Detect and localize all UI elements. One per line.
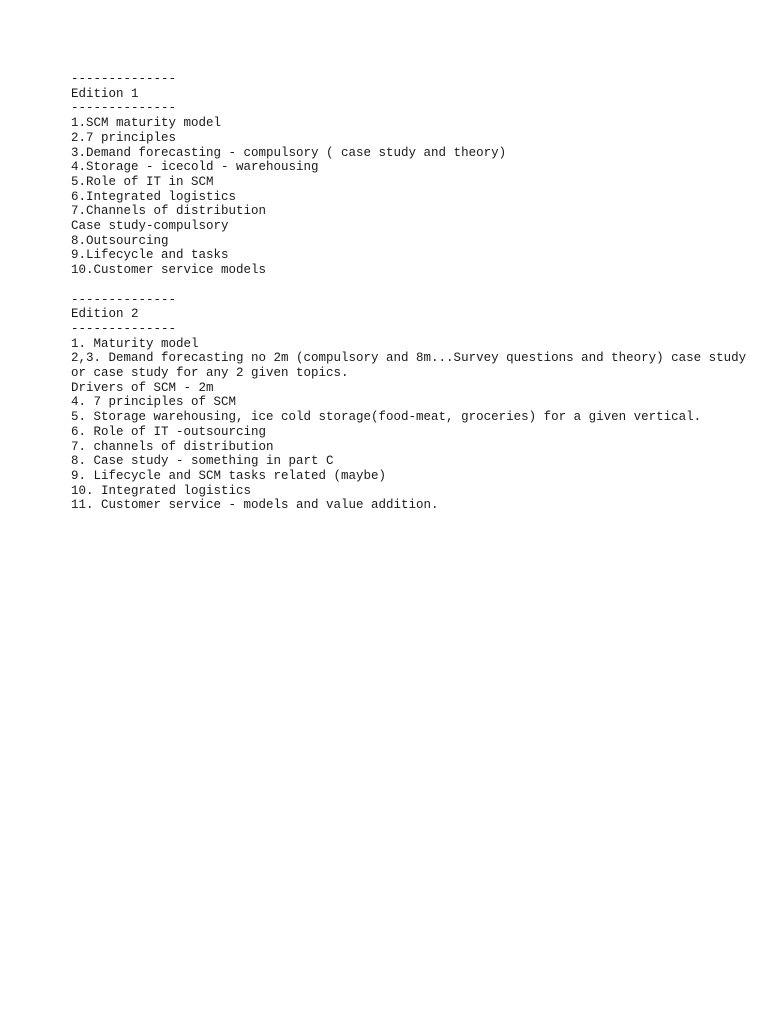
- separator-line: --------------: [71, 101, 177, 116]
- separator-line: --------------: [71, 321, 177, 336]
- list-item: 4. 7 principles of SCM: [71, 395, 237, 410]
- edition-1-section: [71, 72, 751, 278]
- edition-title: Edition 2: [71, 307, 139, 322]
- list-item: 7. channels of distribution: [71, 439, 274, 454]
- separator-line: --------------: [71, 292, 177, 307]
- list-item: 10.Customer service models: [71, 263, 267, 278]
- list-item: 6. Role of IT -outsourcing: [71, 424, 267, 439]
- list-item: 5.Role of IT in SCM: [71, 174, 214, 189]
- list-item: 1.SCM maturity model: [71, 116, 222, 131]
- list-item: 4.Storage - icecold - warehousing: [71, 160, 319, 175]
- document-body: [71, 72, 754, 513]
- list-item: 8.Outsourcing: [71, 233, 169, 248]
- list-item: 2.7 principles: [71, 130, 177, 145]
- edition-2-section: [71, 292, 754, 514]
- list-item: 5. Storage warehousing, ice cold storage(food-meat, groceries) for a given vertical.: [71, 410, 702, 425]
- list-item: 8. Case study - something in part C: [71, 454, 334, 469]
- list-item: Case study-compulsory: [71, 219, 229, 234]
- edition-title: Edition 1: [71, 86, 139, 101]
- list-item: 6.Integrated logistics: [71, 189, 237, 204]
- separator-line: --------------: [71, 72, 177, 86]
- list-item: 7.Channels of distribution: [71, 204, 267, 219]
- list-item: 9. Lifecycle and SCM tasks related (maybe): [71, 468, 387, 483]
- list-item: 2,3. Demand forecasting no 2m (compulsory and 8m...Survey questions and theory) case study or case study for any 2 given topics.: [71, 351, 754, 381]
- list-item: 3.Demand forecasting - compulsory ( case study and theory): [71, 145, 507, 160]
- list-item: 1. Maturity model: [71, 336, 199, 351]
- list-item: 10. Integrated logistics: [71, 483, 252, 498]
- list-item: 11. Customer service - models and value addition.: [71, 498, 439, 513]
- list-item: 9.Lifecycle and tasks: [71, 248, 229, 263]
- list-item: Drivers of SCM - 2m: [71, 380, 214, 395]
